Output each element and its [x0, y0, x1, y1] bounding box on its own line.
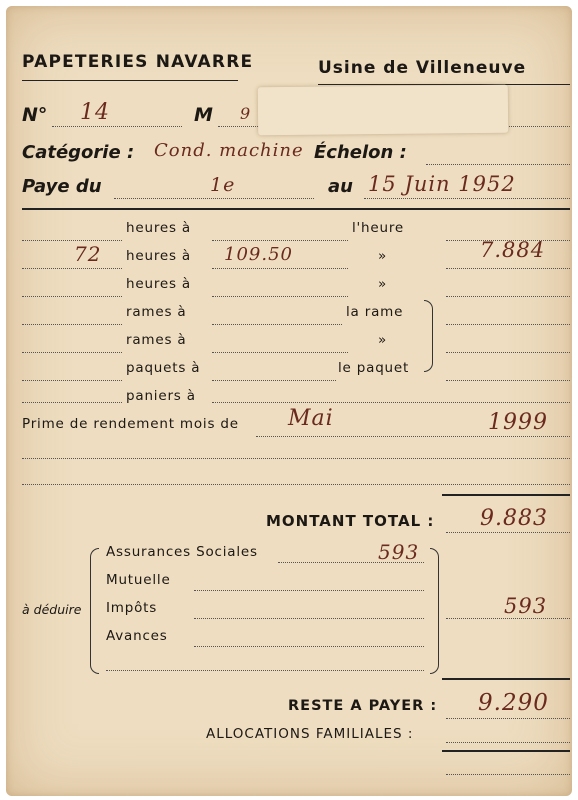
deduction-extra-dots: [106, 670, 424, 671]
deduction-label: à déduire: [22, 602, 82, 617]
bottom-dots: [446, 774, 570, 775]
category-label: Catégorie :: [22, 142, 135, 163]
deduction-total-dots: [446, 618, 570, 619]
amount-dots: [446, 352, 570, 353]
factory-name: Usine de Villeneuve: [318, 58, 527, 78]
blank-dots-2: [22, 484, 570, 485]
deduction-dots: [194, 590, 424, 591]
company-name: PAPETERIES NAVARRE: [22, 52, 254, 72]
category-value: Cond. machine: [154, 140, 304, 161]
paye-to: 15 Juin 1952: [368, 172, 516, 196]
amount-dots: [446, 268, 570, 269]
line-unit: heures à: [126, 220, 191, 236]
line-unit: heures à: [126, 248, 191, 264]
paye-label: Paye du: [22, 176, 102, 197]
amount-dots: [446, 296, 570, 297]
deduction-total: 593: [504, 594, 548, 618]
number-label: N°: [22, 104, 48, 126]
deduction-item-label: Mutuelle: [106, 572, 171, 588]
amount-dots: [446, 380, 570, 381]
rate-dots: [212, 240, 348, 241]
deduction-dots: [194, 646, 424, 647]
line-unit: paniers à: [126, 388, 196, 404]
qty-dots: [22, 380, 122, 381]
line-amount: 7.884: [480, 238, 546, 262]
line-unit: heures à: [126, 276, 191, 292]
deduction-item-value: 593: [378, 540, 420, 564]
qty-dots: [22, 402, 122, 403]
rate-dots: [212, 380, 336, 381]
reste-label: RESTE A PAYER :: [288, 698, 438, 714]
qty-dots: [22, 324, 122, 325]
m-label: M: [194, 104, 213, 126]
echelon-label: Échelon :: [314, 142, 407, 163]
deduction-brace-left: [90, 548, 99, 674]
blank-dots-1: [22, 458, 570, 459]
line-per: l'heure: [352, 220, 405, 236]
deduction-brace-right: [430, 548, 439, 674]
echelon-dots: [426, 164, 570, 165]
paye-dots: [114, 198, 314, 199]
line-unit: rames à: [126, 304, 187, 320]
company-underline: [22, 80, 238, 81]
allocations-label: ALLOCATIONS FAMILIALES :: [206, 726, 414, 742]
prime-amount: 1999: [488, 410, 548, 435]
deduction-item-label: Avances: [106, 628, 168, 644]
deduction-dots: [194, 618, 424, 619]
reste-rule: [442, 678, 570, 680]
reste-dots: [446, 718, 570, 719]
deduction-item-label: Assurances Sociales: [106, 544, 258, 560]
total-amount: 9.883: [480, 506, 548, 531]
header-divider: [22, 208, 570, 210]
rate-dots: [212, 296, 348, 297]
prime-month: Mai: [288, 406, 334, 431]
rate-dots: [212, 402, 570, 403]
qty-dots: [22, 240, 122, 241]
rames-brace: [424, 300, 433, 372]
total-label: MONTANT TOTAL :: [266, 512, 435, 530]
reste-amount: 9.290: [478, 690, 549, 716]
redaction-patch: [258, 85, 508, 136]
qty-dots: [22, 268, 122, 269]
line-per: la rame: [346, 304, 404, 320]
qty-dots: [22, 352, 122, 353]
allocations-rule: [442, 750, 570, 752]
line-per: »: [378, 276, 388, 292]
rate-dots: [212, 352, 348, 353]
line-rate: 109.50: [224, 244, 293, 265]
deduction-item-label: Impôts: [106, 600, 158, 616]
pay-slip: [6, 6, 572, 796]
line-unit: paquets à: [126, 360, 201, 376]
line-unit: rames à: [126, 332, 187, 348]
paye-to-dots: [364, 198, 570, 199]
paye-from: 1e: [210, 174, 236, 196]
total-rule: [442, 494, 570, 496]
line-qty: 72: [74, 242, 102, 266]
qty-dots: [22, 296, 122, 297]
number-dots: [52, 126, 182, 127]
line-per: le paquet: [338, 360, 410, 376]
prime-dots: [256, 436, 570, 437]
total-dots: [446, 532, 570, 533]
line-per: »: [378, 332, 388, 348]
number-value: 14: [80, 100, 110, 125]
amount-dots: [446, 324, 570, 325]
prime-label: Prime de rendement mois de: [22, 416, 239, 432]
paye-to-label: au: [328, 176, 353, 197]
allocations-dots: [446, 742, 570, 743]
line-per: »: [378, 248, 388, 264]
m-value: 9: [240, 104, 252, 123]
rate-dots: [212, 324, 342, 325]
rate-dots: [212, 268, 348, 269]
